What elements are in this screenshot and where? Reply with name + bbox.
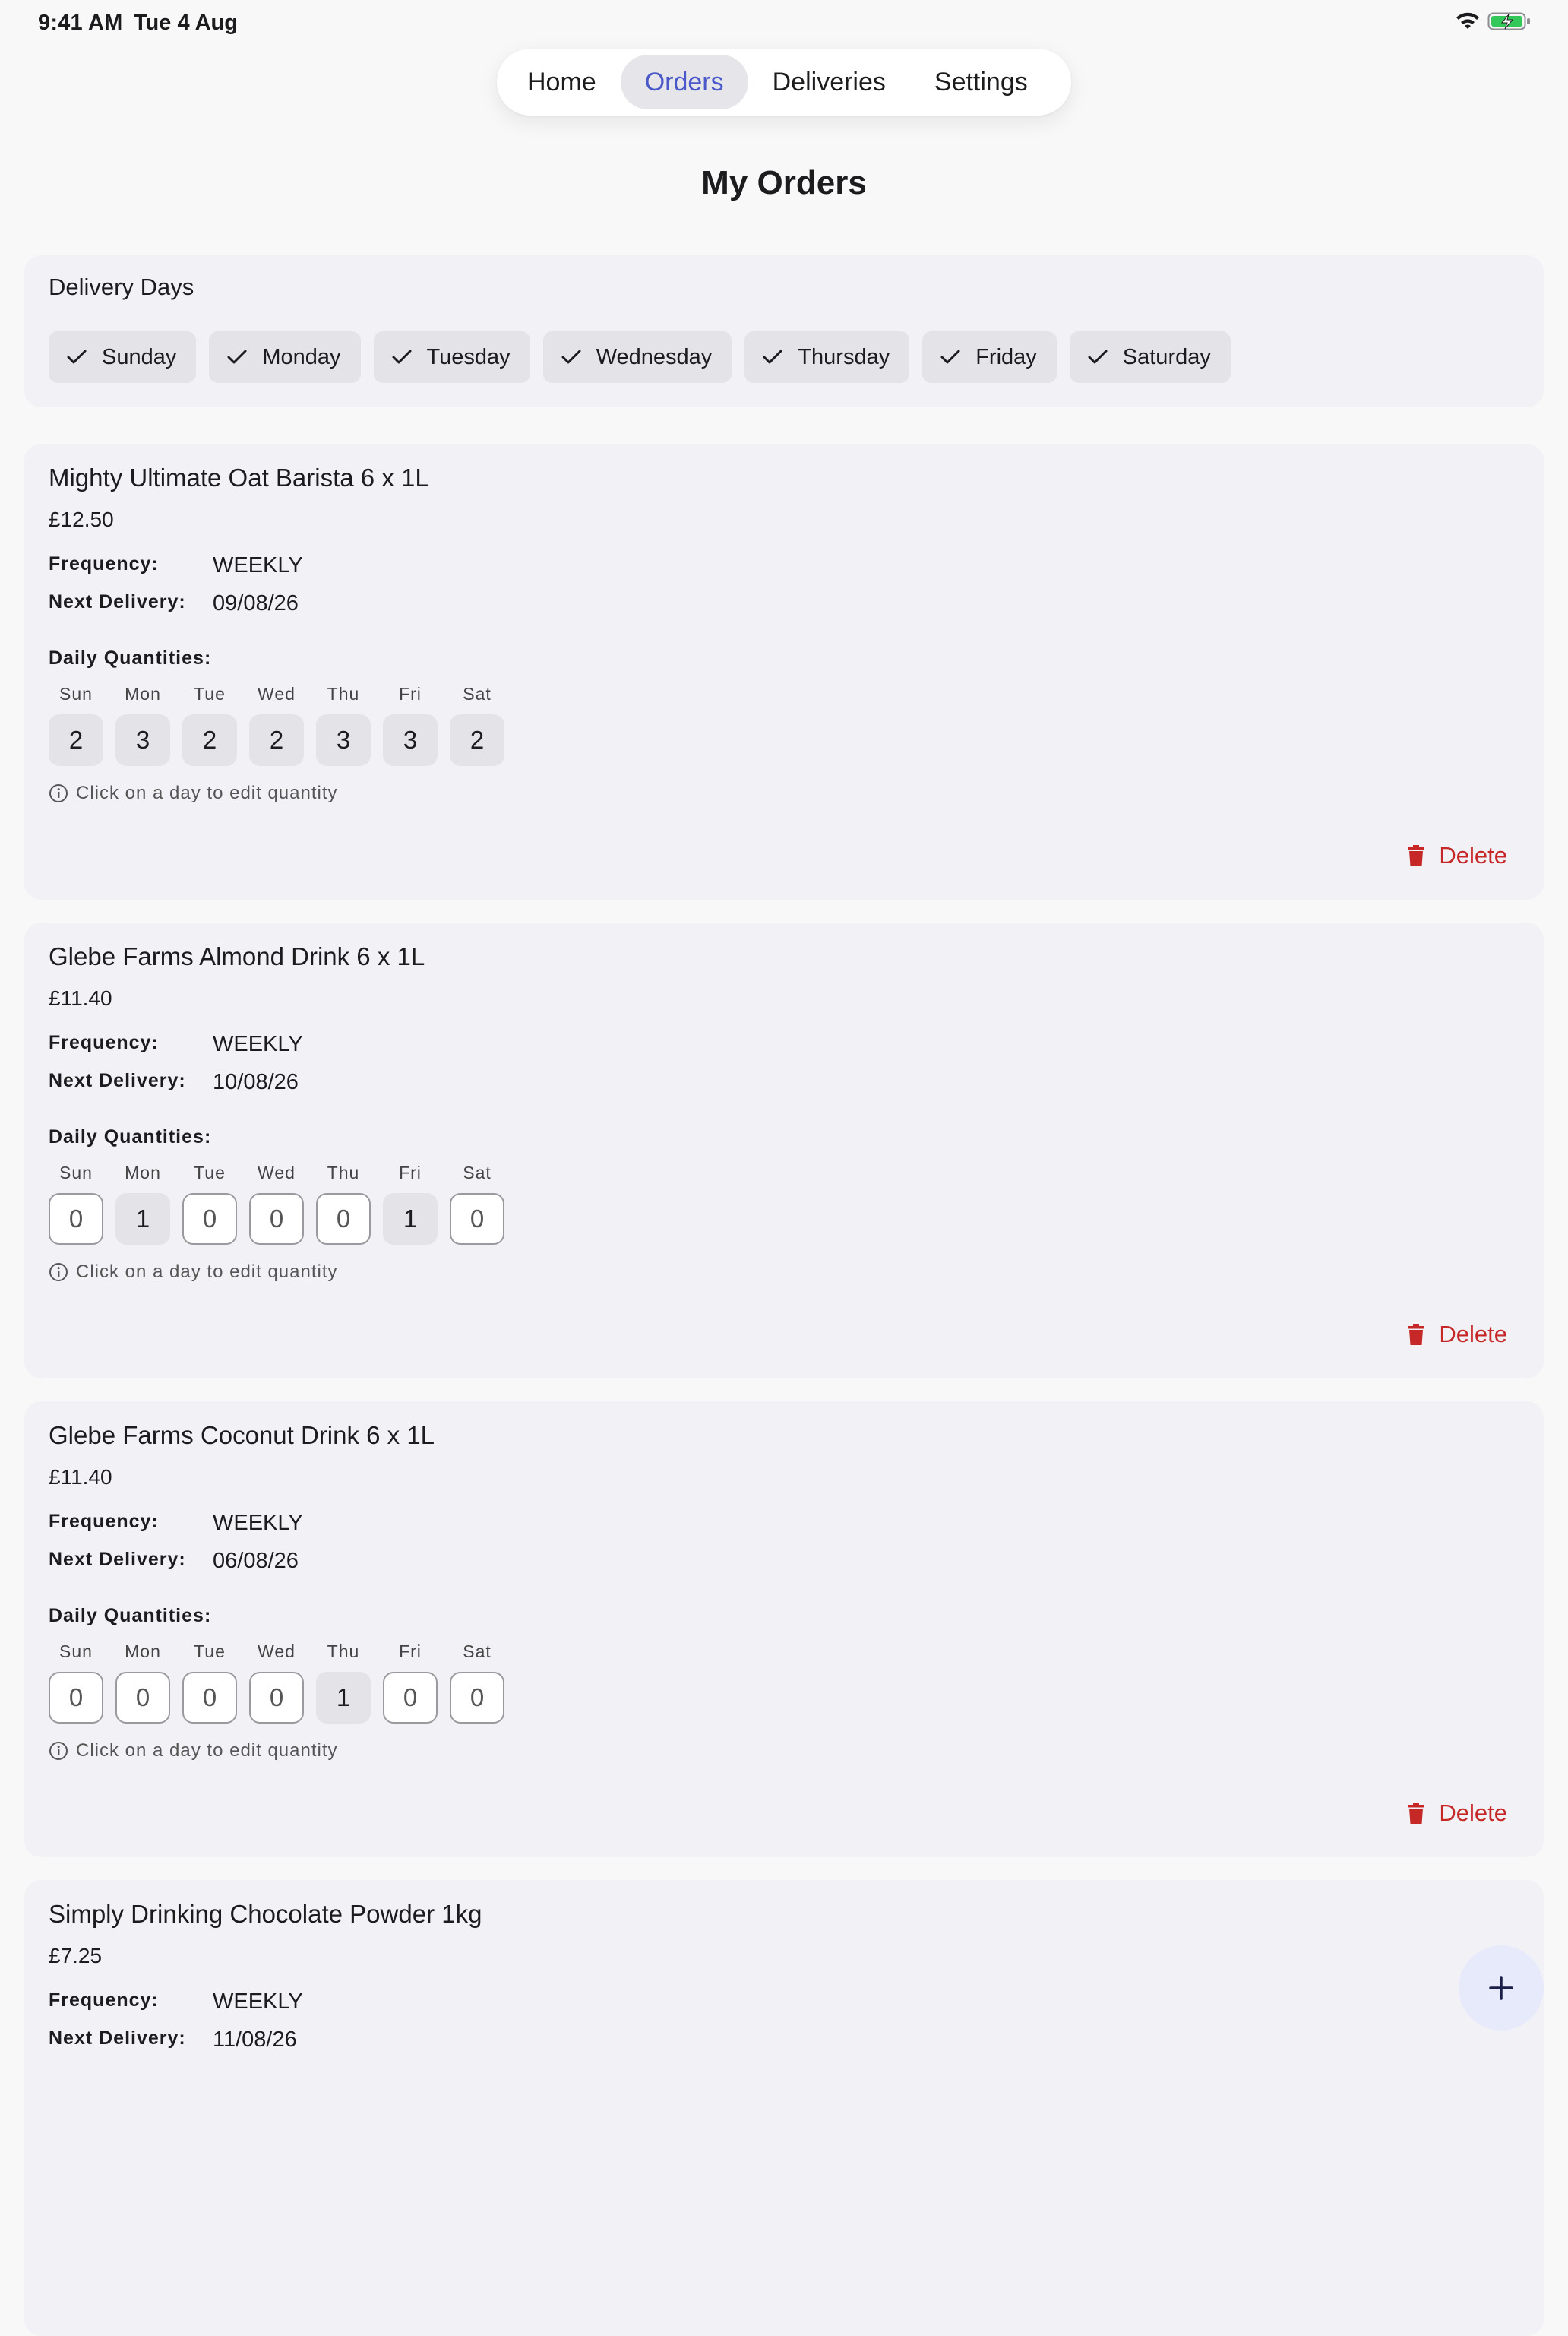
- quantity-day-label: Mon: [125, 1163, 161, 1182]
- quantity-day-label: Fri: [399, 1163, 422, 1182]
- status-date: Tue 4 Aug: [134, 11, 238, 35]
- quantity-day-column: [450, 1641, 504, 1724]
- delete-order-button[interactable]: [1407, 1321, 1507, 1348]
- delivery-day-chip-monday[interactable]: [209, 331, 360, 383]
- order-price: £7.25: [49, 1944, 103, 1967]
- delete-label: Delete: [1439, 1799, 1507, 1826]
- info-icon: [49, 1262, 68, 1282]
- delivery-day-label: Saturday: [1122, 344, 1211, 369]
- quantity-day-label: Sat: [463, 1641, 492, 1661]
- checkmark-icon: [65, 346, 88, 369]
- quantity-sun-button[interactable]: 0: [49, 1193, 103, 1245]
- quantity-day-column: [115, 1641, 170, 1724]
- checkmark-icon: [761, 346, 784, 369]
- next-delivery-value: 10/08/26: [213, 1070, 299, 1094]
- quantity-day-column: [49, 684, 103, 766]
- quantity-day-column: [115, 1163, 170, 1245]
- quantity-thu-button[interactable]: 3: [316, 714, 371, 766]
- next-delivery-label: Next Delivery:: [49, 1549, 186, 1570]
- quantity-day-label: Mon: [125, 1641, 161, 1661]
- page-title: My Orders: [701, 164, 867, 201]
- order-product-name: Glebe Farms Coconut Drink 6 x 1L: [49, 1421, 435, 1449]
- quantity-day-label: Sat: [463, 1163, 492, 1182]
- frequency-label: Frequency:: [49, 1032, 159, 1053]
- quantity-day-column: [49, 1641, 103, 1724]
- edit-quantity-hint: [49, 783, 338, 804]
- quantity-day-column: [49, 1163, 103, 1245]
- quantity-day-label: Fri: [399, 684, 422, 704]
- daily-quantities-label: Daily Quantities:: [49, 1605, 212, 1626]
- quantity-day-label: Thu: [327, 684, 360, 704]
- quantity-thu-button[interactable]: 1: [316, 1672, 371, 1724]
- quantity-sat-button[interactable]: 2: [450, 714, 504, 766]
- next-delivery-label: Next Delivery:: [49, 2027, 186, 2049]
- order-product-name: Simply Drinking Chocolate Powder 1kg: [49, 1900, 482, 1928]
- quantity-sat-button[interactable]: 0: [450, 1672, 504, 1724]
- delivery-day-chip-wednesday[interactable]: [543, 331, 732, 383]
- edit-quantity-hint: [49, 1261, 338, 1283]
- delete-label: Delete: [1439, 1321, 1507, 1347]
- quantity-day-column: [316, 1163, 371, 1245]
- frequency-value: WEEKLY: [213, 1511, 303, 1535]
- delivery-days-title: Delivery Days: [49, 274, 194, 300]
- quantity-day-label: Wed: [258, 1163, 296, 1182]
- quantity-day-label: Fri: [399, 1641, 422, 1661]
- quantity-day-label: Thu: [327, 1641, 360, 1661]
- quantity-day-label: Thu: [327, 1163, 360, 1182]
- quantity-day-label: Mon: [125, 684, 161, 704]
- quantity-day-label: Sun: [59, 1641, 93, 1661]
- order-price: £11.40: [49, 1465, 112, 1489]
- info-icon: [49, 783, 68, 803]
- quantity-mon-button[interactable]: 1: [115, 1193, 170, 1245]
- quantity-day-label: Tue: [194, 684, 226, 704]
- next-delivery-value: 11/08/26: [213, 2027, 297, 2052]
- trash-icon: [1407, 844, 1425, 867]
- quantity-sat-button[interactable]: 0: [450, 1193, 504, 1245]
- trash-icon: [1407, 1323, 1425, 1346]
- quantity-tue-button[interactable]: 0: [182, 1672, 237, 1724]
- daily-quantities-row: [49, 684, 504, 766]
- delivery-day-chip-sunday[interactable]: [49, 331, 196, 383]
- delivery-day-chip-tuesday[interactable]: [374, 331, 530, 383]
- info-icon: [49, 1741, 68, 1761]
- quantity-fri-button[interactable]: 3: [383, 714, 438, 766]
- quantity-sun-button[interactable]: 2: [49, 714, 103, 766]
- delivery-day-label: Thursday: [798, 344, 890, 369]
- order-price: £12.50: [49, 508, 114, 531]
- delivery-day-label: Sunday: [102, 344, 177, 369]
- quantity-day-label: Sun: [59, 684, 93, 704]
- quantity-day-label: Wed: [258, 684, 296, 704]
- frequency-value: WEEKLY: [213, 1989, 303, 2014]
- nav-orders[interactable]: Orders: [621, 55, 748, 109]
- checkmark-icon: [560, 346, 583, 369]
- quantity-day-label: Tue: [194, 1641, 226, 1661]
- quantity-day-column: [249, 684, 304, 766]
- battery-charging-icon: [1487, 11, 1532, 32]
- delete-order-button[interactable]: [1407, 1799, 1507, 1827]
- checkmark-icon: [390, 346, 413, 369]
- status-time: 9:41 AM: [38, 11, 123, 35]
- delivery-day-label: Monday: [262, 344, 341, 369]
- order-price: £11.40: [49, 986, 112, 1010]
- quantity-day-column: [450, 684, 504, 766]
- delete-label: Delete: [1439, 842, 1507, 869]
- next-delivery-value: 06/08/26: [213, 1549, 299, 1573]
- status-bar: [0, 0, 1568, 49]
- next-delivery-label: Next Delivery:: [49, 1070, 186, 1091]
- nav-settings[interactable]: Settings: [934, 67, 1028, 97]
- quantity-mon-button[interactable]: 0: [115, 1672, 170, 1724]
- quantity-day-column: [182, 1163, 237, 1245]
- quantity-mon-button[interactable]: 3: [115, 714, 170, 766]
- quantity-day-column: [182, 684, 237, 766]
- quantity-day-label: Sun: [59, 1163, 93, 1182]
- quantity-day-column: [383, 1163, 438, 1245]
- quantity-day-label: Tue: [194, 1163, 226, 1182]
- daily-quantities-row: [49, 1641, 504, 1724]
- daily-quantities-label: Daily Quantities:: [49, 1126, 212, 1147]
- order-product-name: Mighty Ultimate Oat Barista 6 x 1L: [49, 464, 429, 492]
- frequency-label: Frequency:: [49, 1989, 159, 2011]
- hint-text: Click on a day to edit quantity: [76, 1261, 338, 1282]
- quantity-wed-button[interactable]: 2: [249, 714, 304, 766]
- quantity-day-label: Sat: [463, 684, 492, 704]
- edit-quantity-hint: [49, 1740, 338, 1761]
- quantity-day-column: [383, 684, 438, 766]
- order-card: [24, 1880, 1544, 2336]
- delivery-day-chip-saturday[interactable]: [1070, 331, 1231, 383]
- daily-quantities-row: [49, 1163, 504, 1245]
- order-card: [24, 444, 1544, 900]
- quantity-day-column: [316, 684, 371, 766]
- plus-icon: [1487, 1974, 1515, 2002]
- quantity-tue-button[interactable]: 0: [182, 1193, 237, 1245]
- quantity-day-column: [249, 1641, 304, 1724]
- add-order-button[interactable]: [1459, 1945, 1544, 2031]
- top-navigation: [497, 49, 1071, 116]
- nav-home[interactable]: Home: [527, 67, 596, 97]
- delete-order-button[interactable]: [1407, 842, 1507, 869]
- quantity-wed-button[interactable]: 0: [249, 1672, 304, 1724]
- quantity-fri-button[interactable]: 1: [383, 1193, 438, 1245]
- frequency-label: Frequency:: [49, 1511, 159, 1532]
- quantity-day-column: [383, 1641, 438, 1724]
- checkmark-icon: [226, 346, 248, 369]
- nav-deliveries[interactable]: Deliveries: [772, 67, 886, 97]
- quantity-day-column: [249, 1163, 304, 1245]
- quantity-day-column: [450, 1163, 504, 1245]
- delivery-days-card: [24, 255, 1544, 407]
- next-delivery-value: 09/08/26: [213, 591, 299, 616]
- delivery-day-chip-friday[interactable]: [922, 331, 1057, 383]
- order-card: [24, 1401, 1544, 1857]
- quantity-day-label: Wed: [258, 1641, 296, 1661]
- order-product-name: Glebe Farms Almond Drink 6 x 1L: [49, 942, 425, 970]
- status-icons: [1454, 11, 1532, 32]
- delivery-day-label: Wednesday: [596, 344, 713, 369]
- hint-text: Click on a day to edit quantity: [76, 783, 338, 803]
- quantity-day-column: [316, 1641, 371, 1724]
- delivery-day-label: Tuesday: [426, 344, 511, 369]
- delivery-day-chips: [49, 331, 1231, 383]
- order-card: [24, 923, 1544, 1378]
- delivery-day-label: Friday: [975, 344, 1037, 369]
- trash-icon: [1407, 1802, 1425, 1825]
- delivery-day-chip-thursday[interactable]: [744, 331, 909, 383]
- quantity-thu-button[interactable]: 0: [316, 1193, 371, 1245]
- checkmark-icon: [939, 346, 962, 369]
- frequency-value: WEEKLY: [213, 553, 303, 578]
- frequency-value: WEEKLY: [213, 1032, 303, 1056]
- quantity-day-column: [115, 684, 170, 766]
- quantity-tue-button[interactable]: 2: [182, 714, 237, 766]
- quantity-sun-button[interactable]: 0: [49, 1672, 103, 1724]
- daily-quantities-label: Daily Quantities:: [49, 647, 212, 669]
- frequency-label: Frequency:: [49, 553, 159, 575]
- quantity-day-column: [182, 1641, 237, 1724]
- wifi-icon: [1454, 11, 1481, 32]
- next-delivery-label: Next Delivery:: [49, 591, 186, 612]
- hint-text: Click on a day to edit quantity: [76, 1740, 338, 1761]
- quantity-fri-button[interactable]: 0: [383, 1672, 438, 1724]
- checkmark-icon: [1086, 346, 1109, 369]
- quantity-wed-button[interactable]: 0: [249, 1193, 304, 1245]
